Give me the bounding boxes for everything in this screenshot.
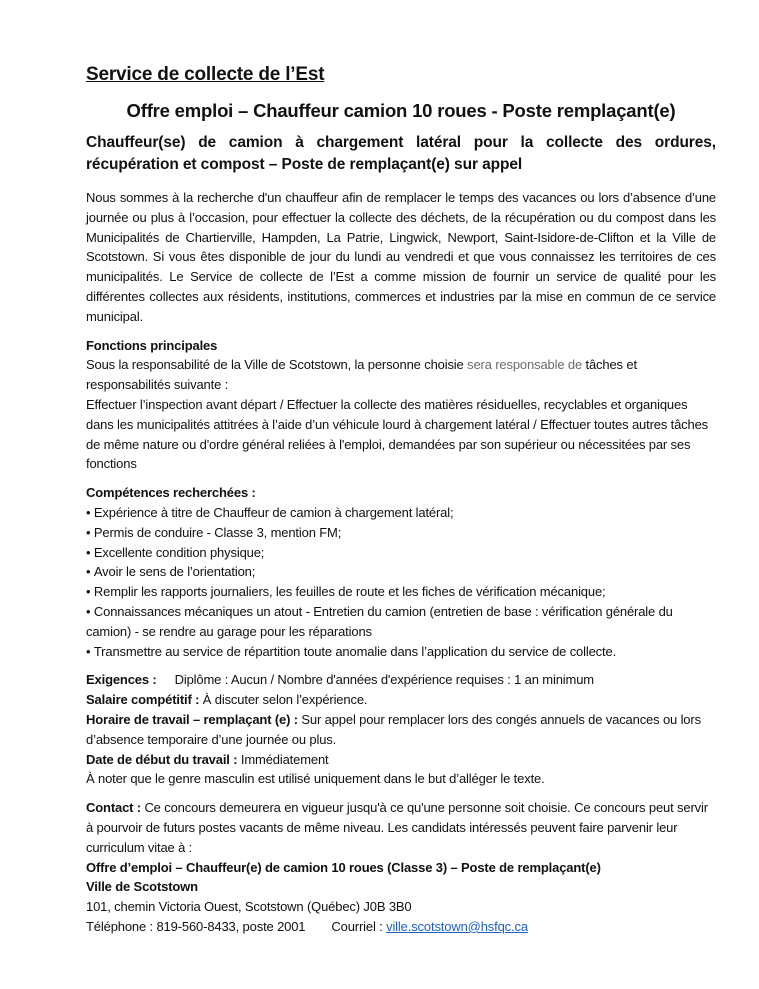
start-date-label: Date de début du travail : [86,751,238,767]
requirements-line [86,670,716,690]
exigences-label: Exigences : [86,672,157,688]
intro-paragraph: Nous sommes à la recherche d'un chauffeur afin de remplacer le temps des vacances ou lors d’absence d’une journée ou plus à l’occasion, pour effectuer la collecte des déchets, de la récupération ou du compost dans les Municipalités de Chartierville, Hampden, La Patrie, Lingwick, Newport, Saint-Isidore-de-Clifton et la Ville de Scotstown. Si vous êtes disponible de jour du lundi au vendredi et que vous connaissez les territoires de ces municipalités. Le Service de collecte de l’Est a comme mission de fournir un service de qualité pour les différentes collectes aux résidents, institutions, commerces et industries par la mise en commun de ce service municipal. [86,190,716,324]
contact-organization: Ville de Scotstown [86,879,198,895]
skill-item: • Remplir les rapports journaliers, les feuilles de route et les fiches de vérification mécanique; [86,582,716,602]
skill-item: • Excellente condition physique; [86,543,716,563]
skills-heading: Compétences recherchées : [86,485,256,501]
job-subtitle: Chauffeur(se) de camion à chargement latéral pour la collecte des ordures, récupération et compost – Poste de remplaçant(e) sur appel [86,134,716,173]
functions-text-start: Sous la responsabilité de la Ville de Scotstown, la personne choisie [86,357,468,373]
salary-line [86,690,716,710]
job-title: Offre emploi – Chauffeur camion 10 roues - Poste remplaçant(e) [126,100,676,121]
contact-paragraph [86,798,716,857]
salary-label: Salaire compétitif : [86,692,200,708]
organization-title: Service de collecte de l’Est [86,64,325,85]
schedule-value: Sur appel pour remplacer lors des congés annuels de vacances ou lors d’absence temporaire d’une journée ou plus. [86,711,701,747]
salary-value: À discuter selon l’expérience. [199,692,368,708]
email-label: Courriel : [331,918,387,934]
skill-item: • Connaissances mécaniques un atout - Entretien du camion (entretien de base : vérification générale du camion) - se rendre au garage pour les réparations [86,602,716,642]
schedule-label: Horaire de travail – remplaçant (e) : [86,711,298,727]
email-link[interactable]: ville.scotstown@hsfqc.ca [386,918,528,934]
contact-label: Contact : [86,800,141,816]
contact-section [86,798,716,937]
requirements-section [86,670,716,789]
functions-section [86,336,716,475]
skill-item: • Transmettre au service de répartition toute anomalie dans l’application du service de collecte. [86,642,716,662]
contact-phone-email [86,917,716,937]
exigences-value: Diplôme : Aucun / Nombre d'années d'expérience requises : 1 an minimum [174,672,594,688]
functions-heading: Fonctions principales [86,337,218,353]
skill-item: • Avoir le sens de l’orientation; [86,562,716,582]
contact-phone: Téléphone : 819-560-8433, poste 2001 [86,918,306,934]
document-page [86,64,716,946]
functions-tasks: Effectuer l’inspection avant départ / Effectuer la collecte des matières résiduelles, recyclables et organiques dans les municipalités attitrées à l’aide d’un véhicule lourd à chargement latéral / Effectuer toutes autres tâches de même nature ou d'ordre général reliées à l'emploi, demandées par son supérieur ou nécessitées par ses fonctions [86,396,709,472]
functions-responsibility [86,355,716,395]
functions-text-gray: sera responsable de [467,357,583,373]
skill-item: • Expérience à titre de Chauffeur de camion à chargement latéral; [86,503,716,523]
skills-section [86,483,716,661]
start-date-line [86,750,716,770]
skill-item: • Permis de conduire - Classe 3, mention FM; [86,523,716,543]
functions-text-end: tâches et responsabilités suivante : [86,357,637,393]
contact-address: 101, chemin Victoria Ouest, Scotstown (Québec) J0B 3B0 [86,899,412,915]
start-date-value: Immédiatement [237,751,329,767]
gender-note: À noter que le genre masculin est utilisé uniquement dans le but d’alléger le texte. [86,771,545,787]
schedule-line [86,710,716,750]
contact-text: Ce concours demeurera en vigueur jusqu'à ce qu'une personne soit choisie. Ce concours peut servir à pourvoir de futurs postes vacants de même niveau. Les candidats intéressés peuvent faire parvenir leur curriculum vitae à : [86,800,708,855]
contact-reference: Offre d’emploi – Chauffeur(e) de camion 10 roues (Classe 3) – Poste de remplaçant(e) [86,859,601,875]
